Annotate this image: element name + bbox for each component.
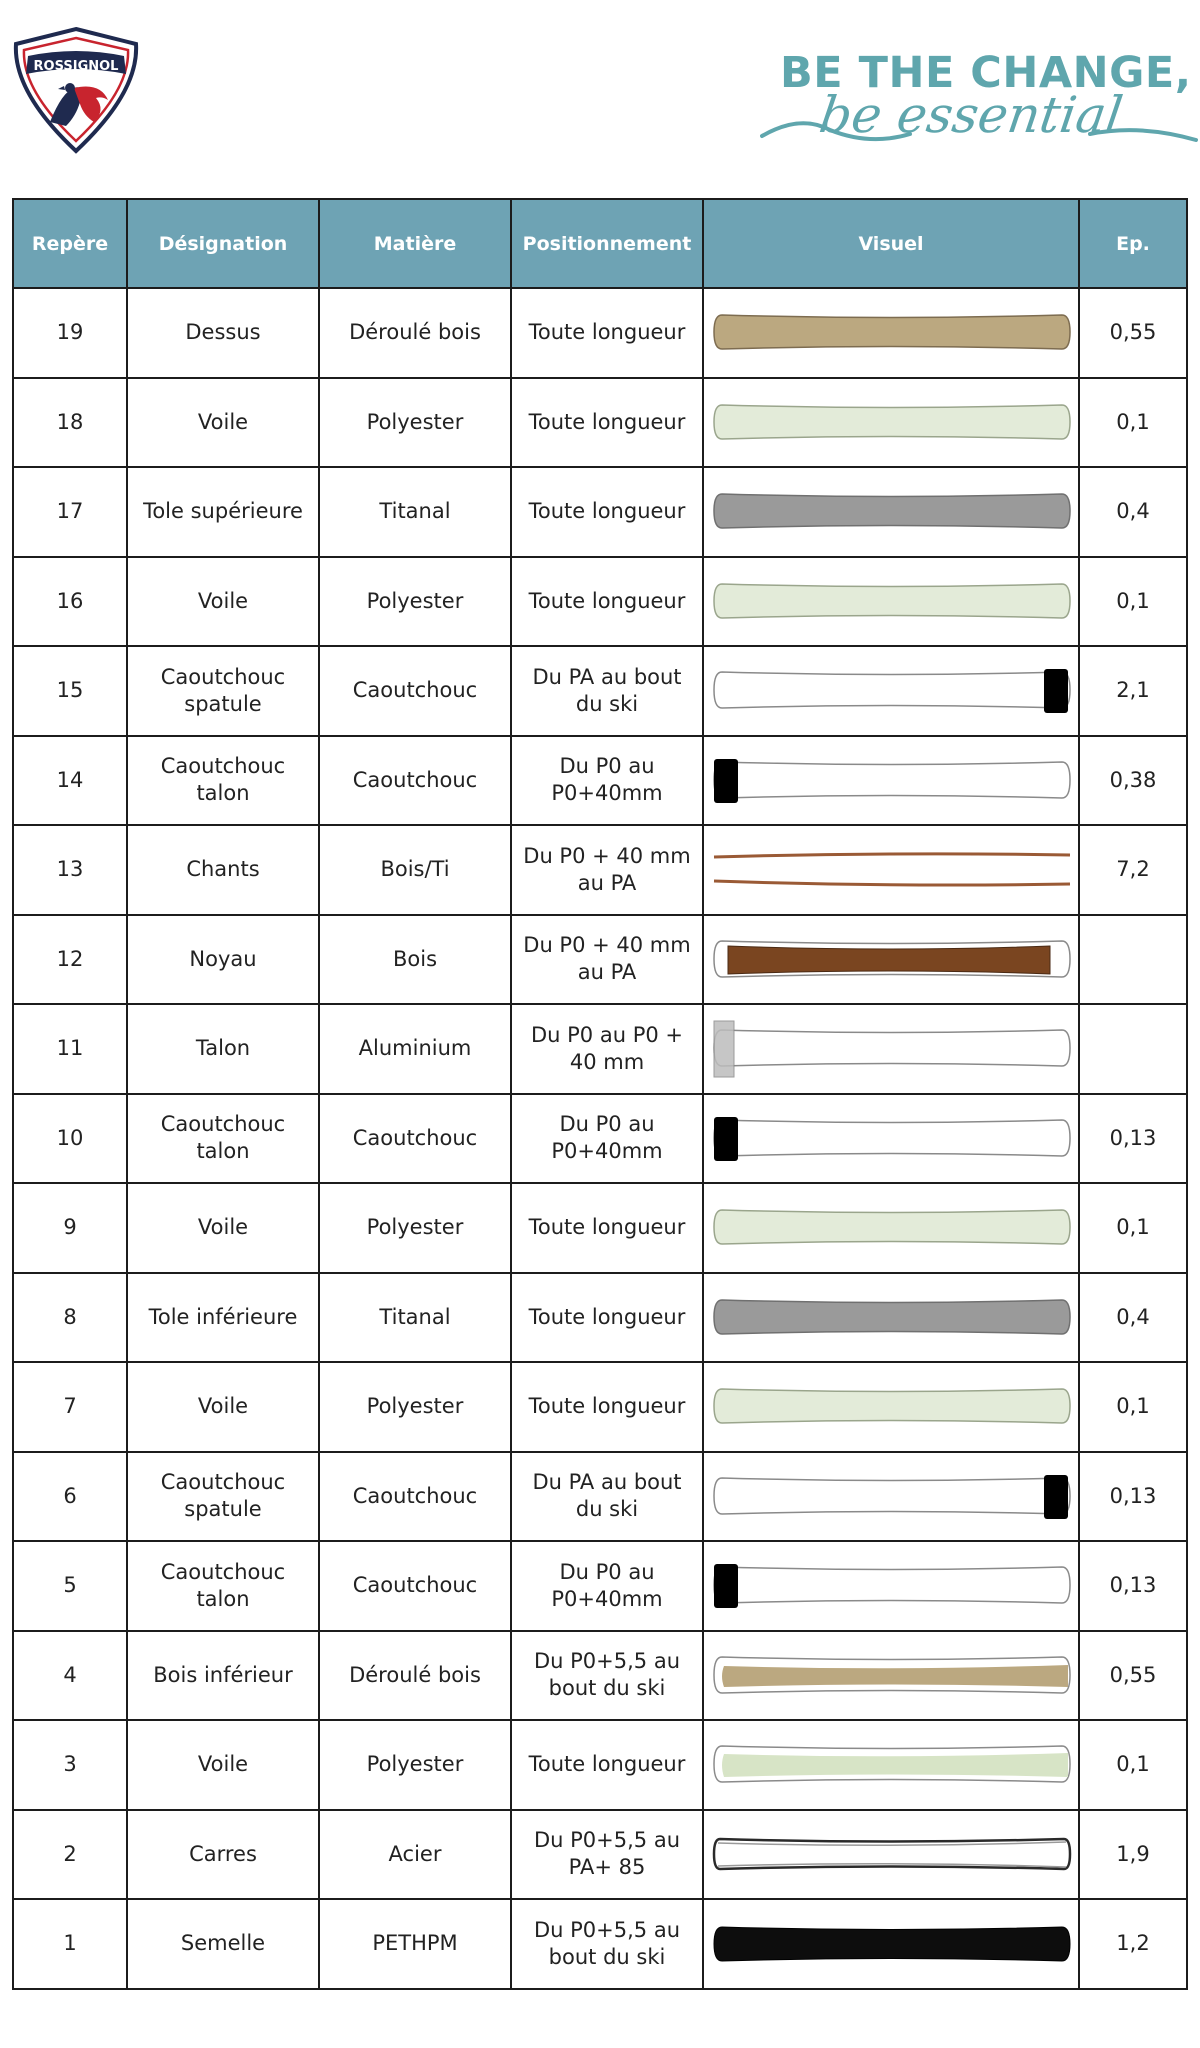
- cell-positionnement: Toute longueur: [511, 557, 703, 647]
- voile-layer-shape: [714, 584, 1070, 618]
- cell-repere: 4: [13, 1631, 127, 1721]
- ski-layer-visual: [704, 1095, 1079, 1182]
- ski-outline: [714, 1567, 1070, 1603]
- cell-positionnement: Du P0 + 40 mm au PA: [511, 825, 703, 915]
- cell-repere: 1: [13, 1899, 127, 1989]
- cell-ep: 0,1: [1079, 378, 1187, 468]
- cell-positionnement: Du P0 au P0 + 40 mm: [511, 1004, 703, 1094]
- cell-matiere: Caoutchouc: [319, 1094, 511, 1184]
- cell-repere: 9: [13, 1183, 127, 1273]
- cell-repere: 8: [13, 1273, 127, 1363]
- cell-matiere: Titanal: [319, 1273, 511, 1363]
- cell-matiere: Acier: [319, 1810, 511, 1900]
- cell-positionnement: Du P0+5,5 au PA+ 85: [511, 1810, 703, 1900]
- cell-ep: 0,13: [1079, 1452, 1187, 1542]
- cell-visuel: [703, 1094, 1079, 1184]
- cell-ep: 0,4: [1079, 1273, 1187, 1363]
- voile-layer-shape: [714, 1210, 1070, 1244]
- rossignol-logo: [10, 26, 142, 154]
- cell-ep: 0,13: [1079, 1541, 1187, 1631]
- cell-repere: 19: [13, 288, 127, 378]
- cell-designation: Bois inférieur: [127, 1631, 319, 1721]
- cell-positionnement: Toute longueur: [511, 1273, 703, 1363]
- table-header-row: [13, 199, 1187, 288]
- ski-layer-visual: [704, 379, 1079, 466]
- table-row: [13, 736, 1187, 826]
- cell-designation: Caoutchouc talon: [127, 1094, 319, 1184]
- ski-layer-visual: [704, 289, 1079, 376]
- cell-matiere: Déroulé bois: [319, 1631, 511, 1721]
- rubber-tail-shape: [714, 1117, 738, 1161]
- cell-matiere: Polyester: [319, 557, 511, 647]
- cell-matiere: Polyester: [319, 1362, 511, 1452]
- table-row: [13, 288, 1187, 378]
- table-row: [13, 1899, 1187, 1989]
- table-row: [13, 467, 1187, 557]
- cell-positionnement: Du P0+5,5 au bout du ski: [511, 1899, 703, 1989]
- slogan-line2: be essential: [815, 86, 1127, 144]
- voile-inner-shape: [722, 1753, 1068, 1777]
- cell-ep: 7,2: [1079, 825, 1187, 915]
- svg-text:ROSSIGNOL: ROSSIGNOL: [33, 59, 119, 74]
- cell-matiere: Déroulé bois: [319, 288, 511, 378]
- cell-repere: 10: [13, 1094, 127, 1184]
- table-row: [13, 1452, 1187, 1542]
- cell-repere: 7: [13, 1362, 127, 1452]
- cell-positionnement: Toute longueur: [511, 288, 703, 378]
- slogan: [760, 48, 1200, 148]
- cell-repere: 2: [13, 1810, 127, 1900]
- cell-ep: 0,1: [1079, 1183, 1187, 1273]
- cell-positionnement: Toute longueur: [511, 378, 703, 468]
- cell-repere: 14: [13, 736, 127, 826]
- cell-designation: Voile: [127, 378, 319, 468]
- table-row: [13, 1810, 1187, 1900]
- cell-visuel: [703, 288, 1079, 378]
- ski-layer-visual: [704, 1632, 1079, 1719]
- table-row: [13, 646, 1187, 736]
- table-row: [13, 1631, 1187, 1721]
- cell-visuel: [703, 1810, 1079, 1900]
- col-header-ep: Ep.: [1079, 199, 1187, 288]
- ski-layer-visual: [704, 1005, 1079, 1092]
- cell-ep: 0,55: [1079, 1631, 1187, 1721]
- table-row: [13, 1362, 1187, 1452]
- table-row: [13, 1183, 1187, 1273]
- cell-positionnement: Du P0 + 40 mm au PA: [511, 915, 703, 1005]
- cell-designation: Noyau: [127, 915, 319, 1005]
- cell-designation: Voile: [127, 1720, 319, 1810]
- ski-layer-visual: [704, 558, 1079, 645]
- col-header-matiere: Matière: [319, 199, 511, 288]
- ski-layer-visual: [704, 826, 1079, 913]
- cell-positionnement: Toute longueur: [511, 1362, 703, 1452]
- cell-visuel: [703, 1004, 1079, 1094]
- cell-visuel: [703, 467, 1079, 557]
- ski-layer-visual: [704, 1274, 1079, 1361]
- cell-positionnement: Du P0+5,5 au bout du ski: [511, 1631, 703, 1721]
- cell-matiere: Bois/Ti: [319, 825, 511, 915]
- titanal-layer-shape: [714, 1300, 1070, 1334]
- ski-outline: [714, 1030, 1070, 1066]
- rubber-tail-shape: [714, 1564, 738, 1608]
- table-row: [13, 378, 1187, 468]
- rubber-tail-shape: [714, 759, 738, 803]
- cell-designation: Caoutchouc talon: [127, 736, 319, 826]
- cell-positionnement: Toute longueur: [511, 467, 703, 557]
- ski-layer-visual: [704, 1363, 1079, 1450]
- cell-positionnement: Du P0 au P0+40mm: [511, 1094, 703, 1184]
- cell-visuel: [703, 736, 1079, 826]
- cell-visuel: [703, 1541, 1079, 1631]
- cell-visuel: [703, 378, 1079, 468]
- cell-positionnement: Du P0 au P0+40mm: [511, 1541, 703, 1631]
- cell-ep: 0,38: [1079, 736, 1187, 826]
- cell-positionnement: Toute longueur: [511, 1183, 703, 1273]
- table-row: [13, 1720, 1187, 1810]
- cell-ep: 0,1: [1079, 557, 1187, 647]
- sidewall-top-line: [714, 854, 1070, 857]
- cell-ep: 0,55: [1079, 288, 1187, 378]
- ski-outline: [714, 1478, 1070, 1514]
- cell-designation: Voile: [127, 1362, 319, 1452]
- cell-repere: 5: [13, 1541, 127, 1631]
- cell-visuel: [703, 557, 1079, 647]
- cell-matiere: Polyester: [319, 378, 511, 468]
- ski-layer-visual: [704, 1542, 1079, 1629]
- cell-visuel: [703, 825, 1079, 915]
- col-header-positionnement: Positionnement: [511, 199, 703, 288]
- table-row: [13, 1094, 1187, 1184]
- cell-matiere: Bois: [319, 915, 511, 1005]
- rubber-tip-shape: [1044, 669, 1068, 713]
- cell-designation: Voile: [127, 557, 319, 647]
- cell-repere: 11: [13, 1004, 127, 1094]
- ski-layer-visual: [704, 916, 1079, 1003]
- table-row: [13, 1004, 1187, 1094]
- cell-designation: Dessus: [127, 288, 319, 378]
- cell-repere: 17: [13, 467, 127, 557]
- cell-designation: Caoutchouc spatule: [127, 1452, 319, 1542]
- cell-matiere: Polyester: [319, 1720, 511, 1810]
- ski-outline: [714, 1120, 1070, 1156]
- cell-visuel: [703, 1720, 1079, 1810]
- ski-layer-visual: [704, 1184, 1079, 1271]
- cell-repere: 16: [13, 557, 127, 647]
- cell-visuel: [703, 1273, 1079, 1363]
- sidewall-bottom-line: [714, 881, 1070, 885]
- alu-tail-shape: [714, 1021, 734, 1077]
- cell-designation: Caoutchouc talon: [127, 1541, 319, 1631]
- ski-layer-visual: [704, 1811, 1079, 1898]
- slogan-swash-icon: [760, 94, 1200, 154]
- cell-designation: Tole supérieure: [127, 467, 319, 557]
- cell-visuel: [703, 1452, 1079, 1542]
- cell-visuel: [703, 915, 1079, 1005]
- wood-layer-shape: [714, 315, 1070, 349]
- cell-matiere: Caoutchouc: [319, 1541, 511, 1631]
- cell-repere: 12: [13, 915, 127, 1005]
- table-row: [13, 825, 1187, 915]
- ski-layer-visual: [704, 1721, 1079, 1808]
- cell-matiere: Caoutchouc: [319, 646, 511, 736]
- cell-ep: 0,1: [1079, 1362, 1187, 1452]
- titanal-layer-shape: [714, 494, 1070, 528]
- cell-repere: 15: [13, 646, 127, 736]
- voile-layer-shape: [714, 1389, 1070, 1423]
- cell-positionnement: Toute longueur: [511, 1720, 703, 1810]
- table-row: [13, 1273, 1187, 1363]
- base-shape: [714, 1927, 1070, 1961]
- slogan-line1: BE THE CHANGE,: [780, 48, 1192, 98]
- cell-designation: Chants: [127, 825, 319, 915]
- cell-positionnement: Du PA au bout du ski: [511, 646, 703, 736]
- table-row: [13, 915, 1187, 1005]
- cell-repere: 6: [13, 1452, 127, 1542]
- cell-designation: Talon: [127, 1004, 319, 1094]
- cell-positionnement: Du P0 au P0+40mm: [511, 736, 703, 826]
- cell-ep: 1,9: [1079, 1810, 1187, 1900]
- cell-matiere: PETHPM: [319, 1899, 511, 1989]
- cell-designation: Semelle: [127, 1899, 319, 1989]
- cell-repere: 3: [13, 1720, 127, 1810]
- ski-layer-visual: [704, 1900, 1079, 1987]
- cell-designation: Caoutchouc spatule: [127, 646, 319, 736]
- cell-positionnement: Du PA au bout du ski: [511, 1452, 703, 1542]
- voile-layer-shape: [714, 405, 1070, 439]
- table-row: [13, 557, 1187, 647]
- cell-designation: Tole inférieure: [127, 1273, 319, 1363]
- cell-matiere: Aluminium: [319, 1004, 511, 1094]
- rubber-tip-shape: [1044, 1475, 1068, 1519]
- cell-matiere: Caoutchouc: [319, 1452, 511, 1542]
- cell-ep: 2,1: [1079, 646, 1187, 736]
- ski-layer-visual: [704, 647, 1079, 734]
- core-shape: [728, 946, 1050, 974]
- col-header-repere: Repère: [13, 199, 127, 288]
- cell-ep: 1,2: [1079, 1899, 1187, 1989]
- cell-visuel: [703, 1631, 1079, 1721]
- cell-repere: 13: [13, 825, 127, 915]
- ski-layer-visual: [704, 1453, 1079, 1540]
- cell-repere: 18: [13, 378, 127, 468]
- table-row: [13, 1541, 1187, 1631]
- cell-designation: Carres: [127, 1810, 319, 1900]
- ski-outline: [714, 762, 1070, 798]
- cell-ep: [1079, 1004, 1187, 1094]
- ski-outline: [714, 672, 1070, 708]
- page-header: [0, 0, 1200, 185]
- col-header-designation: Désignation: [127, 199, 319, 288]
- col-header-visuel: Visuel: [703, 199, 1079, 288]
- cell-ep: 0,4: [1079, 467, 1187, 557]
- ski-layer-visual: [704, 468, 1079, 555]
- cell-matiere: Caoutchouc: [319, 736, 511, 826]
- cell-visuel: [703, 1362, 1079, 1452]
- cell-ep: 0,1: [1079, 1720, 1187, 1810]
- materials-table: [12, 198, 1188, 1990]
- cell-visuel: [703, 1899, 1079, 1989]
- cell-ep: 0,13: [1079, 1094, 1187, 1184]
- cell-designation: Voile: [127, 1183, 319, 1273]
- wood-inner-shape: [722, 1665, 1068, 1687]
- cell-matiere: Titanal: [319, 467, 511, 557]
- cell-visuel: [703, 1183, 1079, 1273]
- cell-matiere: Polyester: [319, 1183, 511, 1273]
- ski-layer-visual: [704, 737, 1079, 824]
- cell-ep: [1079, 915, 1187, 1005]
- cell-visuel: [703, 646, 1079, 736]
